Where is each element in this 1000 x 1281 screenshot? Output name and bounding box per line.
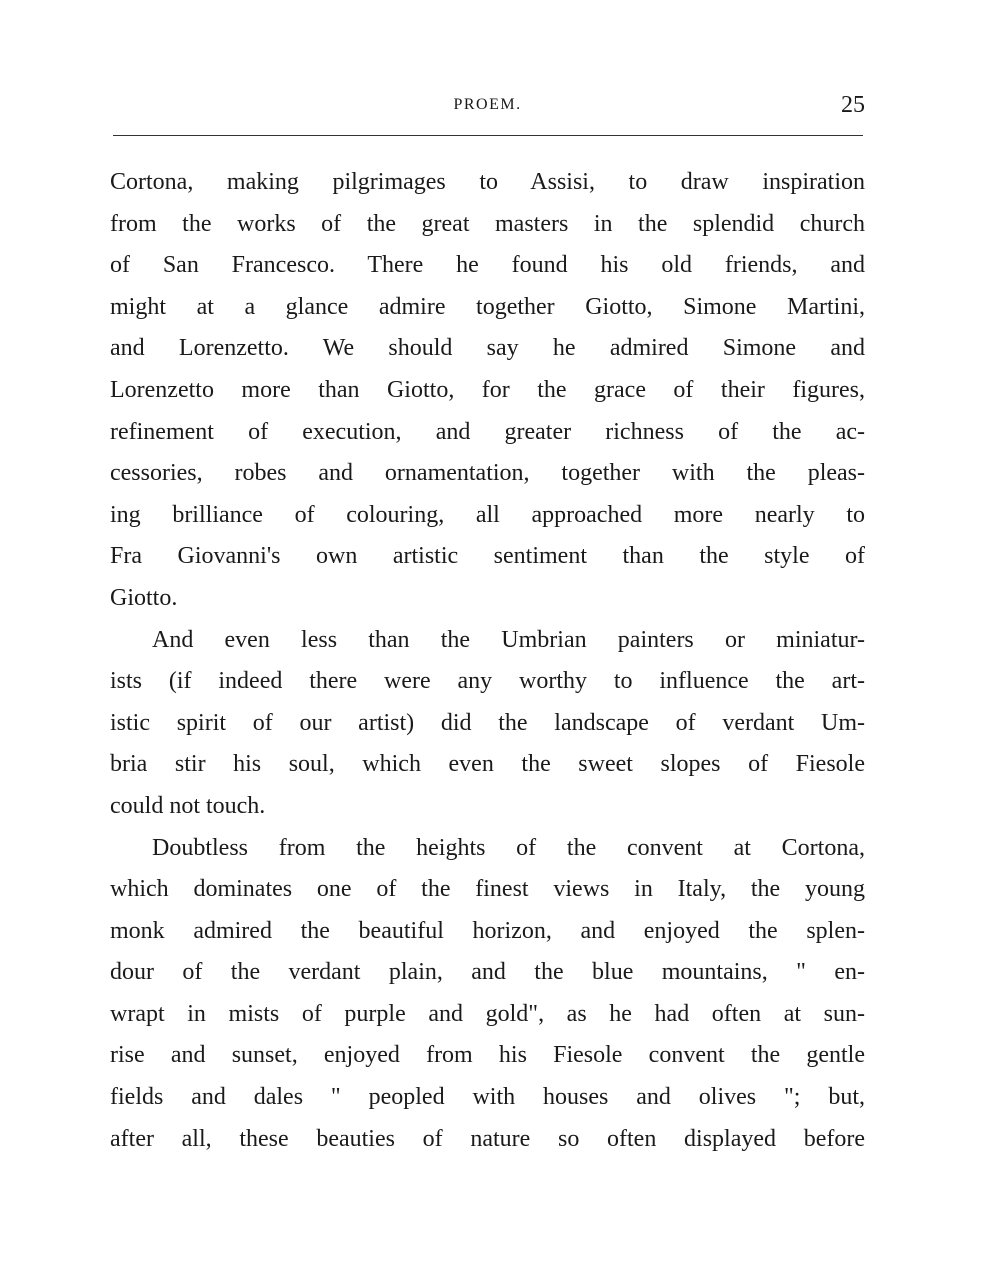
text-line: dour of the verdant plain, and the blue mountains, " en- <box>110 959 865 986</box>
text-line: cessories, robes and ornamentation, together with the pleas- <box>110 460 865 487</box>
page-number: 25 <box>841 92 865 118</box>
text-line: of San Francesco. There he found his old friends, and <box>110 252 865 279</box>
text-line: ing brilliance of colouring, all approached more nearly to <box>110 501 865 528</box>
paragraph-3 <box>110 828 865 1161</box>
header-rule <box>113 135 863 136</box>
text-line: And even less than the Umbrian painters or miniatur- <box>152 626 865 653</box>
text-line: Fra Giovanni's own artistic sentiment than the style of <box>110 543 865 570</box>
text-line: rise and sunset, enjoyed from his Fiesole convent the gentle <box>110 1042 865 1069</box>
text-line: Doubtless from the heights of the convent at Cortona, <box>152 834 865 861</box>
page-header <box>110 92 865 122</box>
text-line: bria stir his soul, which even the sweet slopes of Fiesole <box>110 751 865 778</box>
text-line: and Lorenzetto. We should say he admired Simone and <box>110 335 865 362</box>
paragraph-1 <box>110 162 865 620</box>
text-line: could not touch. <box>110 792 266 819</box>
text-line: fields and dales " peopled with houses and olives "; but, <box>110 1084 865 1111</box>
text-line: from the works of the great masters in the splendid church <box>110 210 865 237</box>
text-line: which dominates one of the finest views in Italy, the young <box>110 876 865 903</box>
text-line: might at a glance admire together Giotto, Simone Martini, <box>110 293 865 320</box>
paragraph-2 <box>110 620 865 828</box>
text-line: ists (if indeed there were any worthy to influence the art- <box>110 668 865 695</box>
text-line: Cortona, making pilgrimages to Assisi, to draw inspiration <box>110 169 865 195</box>
body-text <box>110 162 865 1160</box>
text-line: refinement of execution, and greater richness of the ac- <box>110 418 865 445</box>
text-line: wrapt in mists of purple and gold", as he had often at sun- <box>110 1000 865 1027</box>
text-line: Giotto. <box>110 584 178 611</box>
text-line: monk admired the beautiful horizon, and enjoyed the splen- <box>110 917 865 944</box>
text-line: Lorenzetto more than Giotto, for the grace of their figures, <box>110 376 865 403</box>
text-line: after all, these beauties of nature so often displayed before <box>110 1125 865 1152</box>
text-line: istic spirit of our artist) did the landscape of verdant Um- <box>110 709 865 736</box>
running-head: PROEM. <box>453 96 522 113</box>
